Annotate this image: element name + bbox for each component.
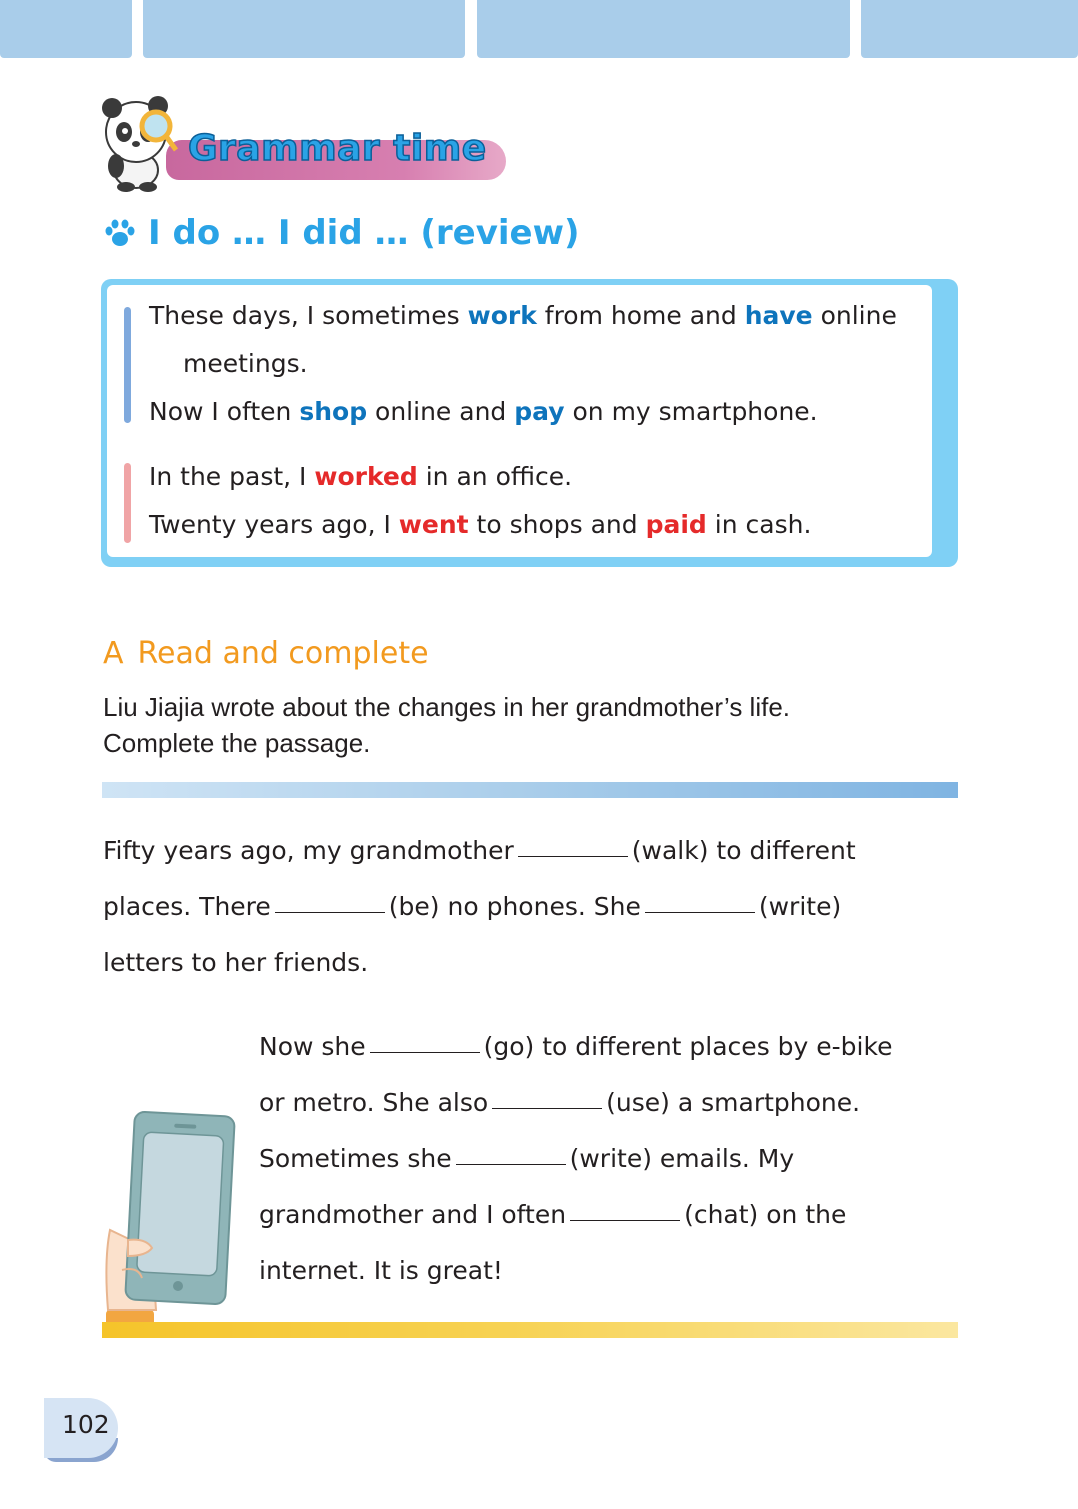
past-tense-marker [124,463,131,543]
answer-blank[interactable] [645,911,755,913]
text: Now she [259,1032,366,1061]
text: online [812,301,897,330]
paw-icon [104,218,136,248]
passage-line [259,1200,846,1229]
text: (be) no phones. She [388,892,641,921]
passage-line: letters to her friends. [103,948,369,977]
banner-title: Grammar time [188,128,487,169]
example-line-1 [149,301,897,330]
grammar-example-box-inner [107,285,932,557]
keyword-present: have [744,301,813,330]
text: Fifty years ago, my grandmother [103,836,514,865]
keyword-present: shop [299,397,368,426]
text: In the past, I [149,462,315,491]
answer-blank[interactable] [275,911,385,913]
keyword-present: pay [514,397,565,426]
top-band-segment [0,0,132,58]
section-heading-text: I do … I did … (review) [148,213,580,253]
top-band [0,0,1078,62]
text: from home and [536,301,745,330]
top-band-segment [861,0,1078,58]
panda-mascot-icon [96,92,186,192]
section-title: Read and complete [137,636,429,671]
section-heading [104,208,580,258]
example-line-1-continued: meetings. [183,349,308,378]
text: grandmother and I often [259,1200,567,1229]
passage-top-divider [102,782,958,798]
keyword-present: work [467,301,537,330]
passage-line [259,1032,892,1061]
text: online and [367,397,515,426]
text: (write) [758,892,842,921]
keyword-past: paid [645,510,707,539]
text: to shops and [468,510,646,539]
grammar-example-box [101,279,958,567]
text: Twenty years ago, I [149,510,399,539]
instruction-line-1: Liu Jiajia wrote about the changes in her grandmother’s life. [103,692,791,722]
example-line-2 [149,397,818,426]
text: on my smartphone. [564,397,818,426]
section-letter: A [103,636,124,671]
answer-blank[interactable] [518,855,628,857]
text: These days, I sometimes [149,301,468,330]
answer-blank[interactable] [456,1163,566,1165]
text: Now I often [149,397,300,426]
answer-blank[interactable] [492,1107,602,1109]
present-tense-marker [124,307,131,423]
text: places. There [103,892,271,921]
example-line-3 [149,462,572,491]
page-number-tab [44,1398,118,1464]
text: (write) emails. My [569,1144,795,1173]
text: (go) to different places by e-bike [483,1032,893,1061]
keyword-past: worked [314,462,418,491]
passage-line: internet. It is great! [259,1256,503,1285]
passage-line [103,892,841,921]
top-band-segment [477,0,850,58]
passage-line [259,1144,794,1173]
text: (chat) on the [684,1200,847,1229]
text: in an office. [417,462,573,491]
phone-in-hand-illustration [100,1110,240,1340]
example-line-4 [149,510,811,539]
passage-line [103,836,856,865]
passage-line [259,1088,860,1117]
text: (use) a smartphone. [606,1088,861,1117]
text: Sometimes she [259,1144,452,1173]
text: or metro. She also [259,1088,489,1117]
text: (walk) to different [631,836,856,865]
passage-bottom-divider [102,1322,958,1338]
answer-blank[interactable] [370,1051,480,1053]
grammar-time-banner [96,92,516,202]
instruction-line-2: Complete the passage. [103,728,371,758]
top-band-segment [143,0,465,58]
section-a-title [103,636,429,671]
text: in cash. [706,510,812,539]
page-number: 102 [62,1410,110,1439]
keyword-past: went [398,510,469,539]
answer-blank[interactable] [570,1219,680,1221]
